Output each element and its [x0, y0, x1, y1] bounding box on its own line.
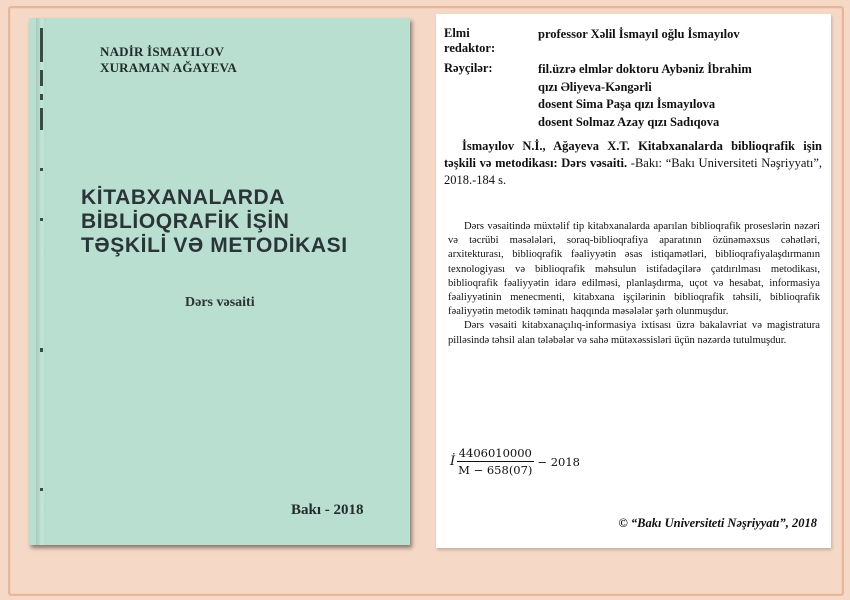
cover-title	[81, 186, 348, 258]
author-1: NADİR İSMAYILOV	[100, 44, 225, 59]
cover-authors	[100, 44, 237, 76]
title-line-1: KİTABXANALARDA	[81, 186, 285, 209]
citation-rest: -Bakı: “Bakı Universiteti Nəşriyyatı”, 2018.-184 s.	[444, 156, 822, 187]
book-cover	[29, 18, 410, 545]
abstract-paragraph: Dərs vəsaitində müxtəlif tip kitabxanalarda aparılan biblioqrafik proseslərin nəzəri və təcrübi məsələləri, soraq-biblioqrafiya aparatının özünəməxsus cəhətləri, arxitekturası, biblioqrafik fəaliyyətin əsas istiqamətləri, biblioqrafiyalaşdırmanın texnologiyası və biblioqrafik məhsulun istifadəçilərə çatdırılması metodikası, biblioqrafik fəaliyyətin idarə edilməsi, planlaşdırma, uçot və hesabat, informasiya fəaliyyətinin menecmenti, kitabxana işçilərinin biblioqrafik təhsili, biblioqrafik fəaliyyətin metodik təminatı haqqında məsələlər şərh olunmuşdur.	[448, 221, 820, 318]
reviewer-line: fil.üzrə elmlər doktoru Aybəniz İbrahim	[538, 62, 752, 76]
reviewer-line: qızı Əliyeva-Kəngərli	[538, 79, 652, 94]
classification-formula	[450, 446, 580, 477]
cover-city-year: Bakı - 2018	[291, 502, 364, 518]
formula-fraction	[456, 446, 534, 477]
abstract	[448, 220, 820, 348]
bibliographic-citation	[444, 138, 822, 189]
editor-value: professor Xəlil İsmayıl oğlu İsmayılov	[538, 27, 740, 41]
formula-numerator: 4406010000	[458, 446, 532, 460]
title-line-3: TƏŞKİLİ VƏ METODİKASI	[81, 234, 348, 257]
citation-bold: İsmayılov N.İ., Ağayeva X.T. Kitabxanalarda biblioqrafik işin təşkili və metodikası: Dərs vəsaiti.	[444, 139, 822, 170]
title-line-2: BİBLİOQRAFİK İŞİN	[81, 210, 290, 233]
reviewer-line: dosent Sima Paşa qızı İsmayılova	[538, 97, 716, 111]
author-2: XURAMAN AĞAYEVA	[100, 60, 237, 75]
reviewer-line: dosent Solmaz Azay qızı Sadıqova	[538, 114, 720, 129]
formula-suffix: − 2018	[537, 454, 580, 469]
cover-subtitle: Dərs vəsaiti	[185, 295, 255, 310]
formula-denominator: M − 658(07)	[458, 463, 533, 477]
copyright-line: © “Bakı Universiteti Nəşriyyatı”, 2018	[618, 516, 817, 530]
formula-prefix: İ	[450, 454, 456, 469]
abstract-paragraph: Dərs vəsaiti kitabxanaçılıq-informasiya ixtisası üzrə bakalavriat və magistratura pilləsində təhsil alan tələbələr və sahə mütəxəssisləri üçün nəzərdə tutulmuşdur.	[448, 320, 820, 346]
reviewers-list	[538, 61, 752, 131]
cover-spine	[36, 18, 46, 545]
editor-label: Elmi redaktor:	[444, 26, 496, 55]
reviewers-label: Rəyçilər:	[444, 61, 493, 75]
imprint-page	[436, 14, 831, 548]
